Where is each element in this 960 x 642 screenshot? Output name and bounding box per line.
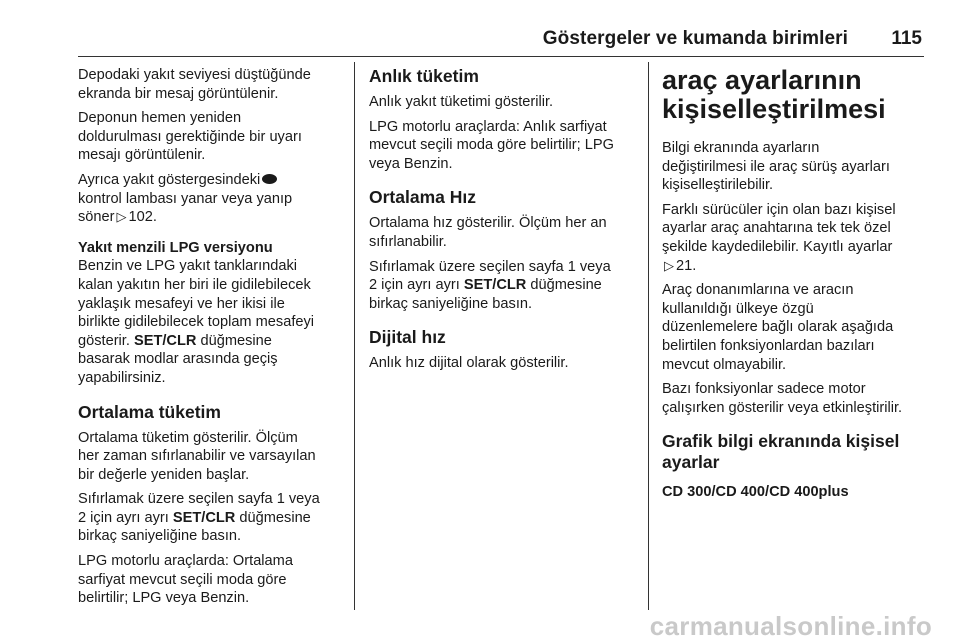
set-clr-key: SET/CLR [463,277,527,294]
paragraph-avg-consumption: Ortalama tüketim gösterilir. Ölçüm her zaman sıfırlanabilir ve varsayılan bir değerle yeniden başlar. [78,429,316,483]
set-clr-key: SET/CLR [172,509,236,526]
page-reference-link[interactable]: 21. [676,257,697,274]
page-number: 115 [891,28,922,49]
paragraph-speed-1: Ortalama hız gösterilir. Ölçüm her an sıfırlanabilir. [369,215,607,250]
heading-vehicle-personalization: araç ayarlarının kişiselleştirilmesi [662,65,886,124]
paragraph-instant-1: Anlık yakıt tüketimi gösterilir. [369,94,554,110]
heading-graphic-info-display: Grafik bilgi ekranında kişisel ayarlar [662,431,900,473]
paragraph-low-fuel: Depodaki yakıt seviyesi düştüğünde ekranda bir mesaj görüntülenir. [78,67,311,102]
fuel-warning-lamp-icon [262,174,277,184]
set-clr-key: SET/CLR [133,332,197,349]
paragraph-avg-lpg: LPG motorlu araçlarda: Ortalama sarfiyat mevcut seçili moda göre belirtilir; LPG veya Benzin. [78,553,293,607]
heading-fuel-range-lpg: Yakıt menzili LPG versiyonu [78,239,273,256]
paragraph-speed-reset: Sıfırlamak üzere seçilen sayfa 1 veya 2 için ayrı ayrı SET/CLR düğmesine birkaç saniyeliğine basın. [369,258,611,312]
paragraph-fuel-range: Benzin ve LPG yakıt tanklarındaki kalan yakıtın her biri ile gidilebilecek yaklaşık mesafeyi ve her ikisi ile birlikte gidilebilecek toplam mesafeyi gösterir. SET/CLR düğmesine basarak modlar arasında geçiş yapabilirsiniz. [78,258,315,386]
paragraph-personalization-4: Bazı fonksiyonlar sadece motor çalışırken gösterilir veya etkinleştirilir. [662,381,903,416]
paragraph-digital-speed: Anlık hız dijital olarak gösterilir. [369,355,569,372]
paragraph-personalization-3: Araç donanımlarına ve aracın kullanıldığı ülkeye özgü düzenlemelere bağlı olarak aşağıda belirtilen fonksiyonlardan bazıları mevcut olmayabilir. [662,282,894,373]
chevron-right-icon: ▷ [664,257,674,273]
page-reference-link[interactable]: 102. [128,209,157,226]
chevron-right-icon: ▷ [116,209,127,225]
watermark-text: carmanualsonline.info [649,611,932,641]
header-divider [78,56,924,57]
paragraph-avg-reset: Sıfırlamak üzere seçilen sayfa 1 veya 2 için ayrı ayrı SET/CLR düğmesine birkaç saniyeliğine basın. [78,491,320,545]
page-header [0,28,960,58]
paragraph-personalization-1: Bilgi ekranında ayarların değiştirilmesi ile araç sürüş ayarları kişiselleştirilebilir. [662,140,890,194]
paragraph-warning-lamp: Ayrıca yakıt göstergesindeki kontrol lambası yanar veya yanıp söner ▷ 102. [78,171,293,226]
column-1 [78,66,344,614]
heading-average-speed: Ortalama Hız [369,187,476,208]
paragraph-instant-2: LPG motorlu araçlarda: Anlık sarfiyat mevcut seçili moda göre belirtilir; LPG veya Benzin. [369,118,614,172]
section-title: Göstergeler ve kumanda birimleri [542,28,848,49]
heading-cd-models: CD 300/CD 400/CD 400plus [662,484,849,501]
column-3 [662,66,930,502]
heading-instant-consumption: Anlık tüketim [369,66,479,86]
paragraph-personalization-2: Farklı sürücüler için olan bazı kişisel ayarlar araç anahtarına tek tek özel şekilde kaydedilebilir. Kayıtlı ayarlar ▷ 21. [662,201,896,274]
heading-digital-speed: Dijital hız [369,327,446,348]
paragraph-refuel-warning: Deponun hemen yeniden doldurulması gerektiğinde bir uyarı mesajı görüntülenir. [78,110,302,164]
column-divider-1 [354,62,355,610]
column-2 [369,66,637,379]
column-divider-2 [648,62,649,610]
heading-average-consumption: Ortalama tüketim [78,401,221,422]
